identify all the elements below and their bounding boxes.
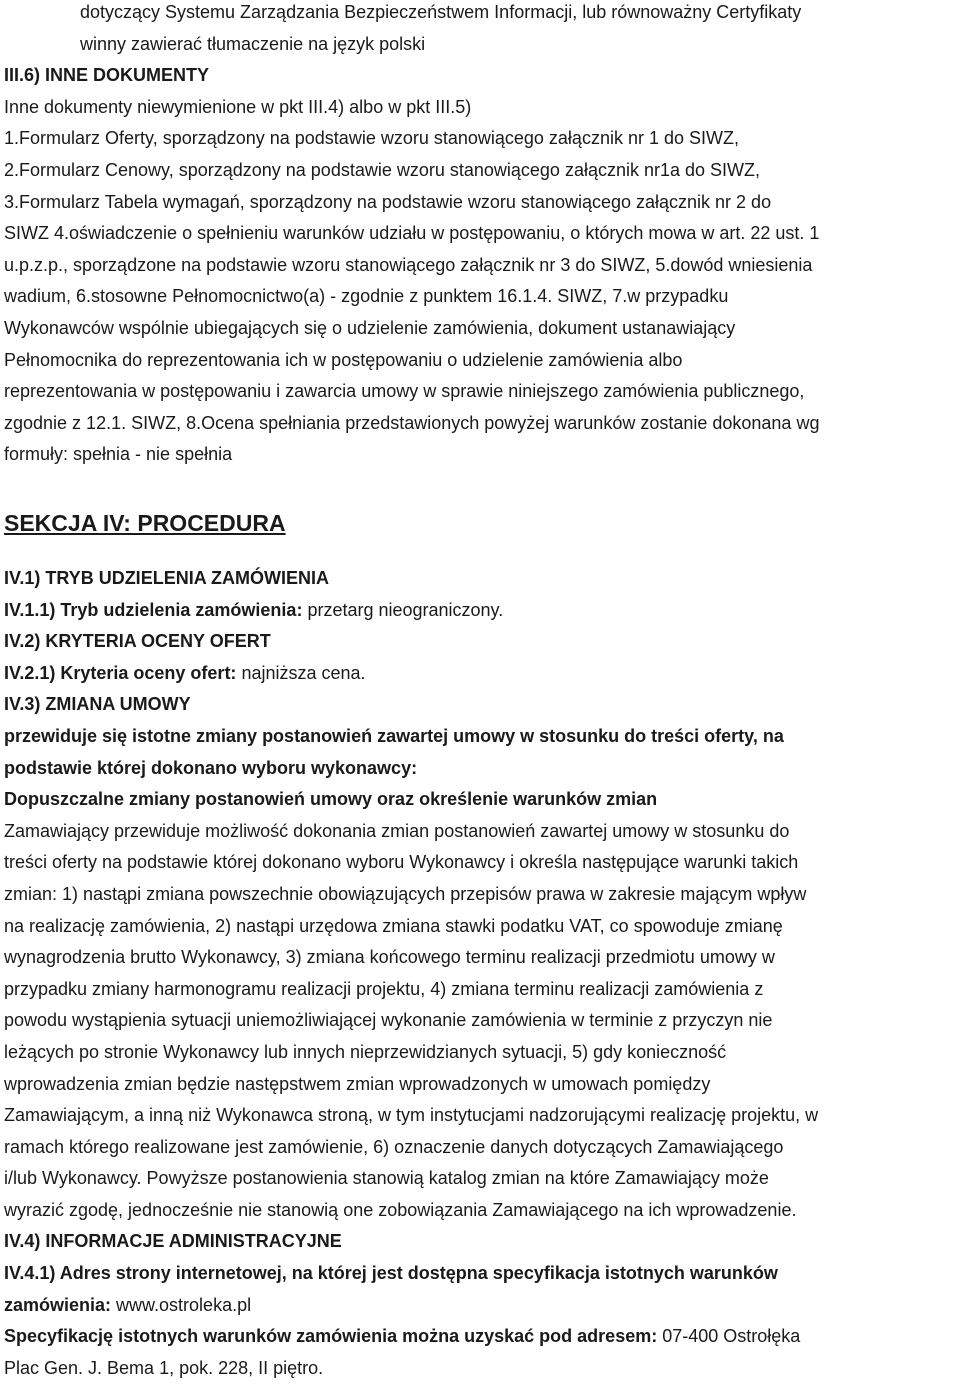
text-line: powodu wystąpienia sytuacji uniemożliwiającej wykonanie zamówienia w terminie z przyczyn nie [4, 1010, 773, 1031]
text-line: zgodnie z 12.1. SIWZ, 8.Ocena spełniania przedstawionych powyżej warunków zostanie dokonana wg [4, 412, 820, 433]
text-line: formuły: spełnia - nie spełnia [4, 444, 233, 465]
contract-change-subheading: Dopuszczalne zmiany postanowień umowy oraz określenie warunków zmian [4, 789, 658, 810]
text-line: wadium, 6.stosowne Pełnomocnictwo(a) - zgodnie z punktem 16.1.4. SIWZ, 7.w przypadku [4, 286, 729, 307]
spec-address-continuation: Plac Gen. J. Bema 1, pok. 228, II piętro. [4, 1357, 324, 1378]
text-line: na realizację zamówienia, 2) nastąpi urzędowa zmiana stawki podatku VAT, co spowoduje zmianę [4, 915, 783, 936]
text-line: 3.Formularz Tabela wymagań, sporządzony na podstawie wzoru stanowiącego załącznik nr 2 do [4, 191, 772, 212]
criteria-value: najniższa cena. [236, 662, 366, 683]
criteria-label: IV.2.1) Kryteria oceny ofert: [4, 662, 237, 683]
heading-iv2: IV.2) KRYTERIA OCENY OFERT [4, 631, 271, 652]
other-documents-block [4, 0, 958, 471]
spec-address-line [4, 1321, 958, 1353]
spec-address-label: Specyfikację istotnych warunków zamówienia można uzyskać pod adresem: [4, 1326, 658, 1347]
text-line: dotyczący Systemu Zarządzania Bezpieczeństwem Informacji, lub równoważny Certyfikaty [80, 2, 802, 22]
website-label-line: IV.4.1) Adres strony internetowej, na której jest dostępna specyfikacja istotnych warunków [4, 1263, 778, 1284]
text-line: zmian: 1) nastąpi zmiana powszechnie obowiązujących przepisów prawa w zakresie mającym wpływ [4, 883, 807, 904]
text-line: winny zawierać tłumaczenie na język polski [80, 33, 426, 54]
text-line: leżących po stronie Wykonawcy lub innych nieprzewidzianych sytuacji, 5) gdy konieczność [4, 1041, 727, 1062]
text-line: ramach którego realizowane jest zamówienie, 6) oznaczenie danych dotyczących Zamawiającego [4, 1136, 784, 1157]
text-line: u.p.z.p., sporządzone na podstawie wzoru stanowiącego załącznik nr 3 do SIWZ, 5.dowód wniesienia [4, 254, 813, 275]
website-label: zamówienia: [4, 1294, 112, 1315]
text-line: Inne dokumenty niewymienione w pkt III.4) albo w pkt III.5) [4, 96, 472, 117]
section-title: SEKCJA IV: PROCEDURA [4, 510, 286, 536]
website-value: www.ostroleka.pl [111, 1294, 252, 1315]
heading-iv1: IV.1) TRYB UDZIELENIA ZAMÓWIENIA [4, 568, 330, 588]
text-line: treści oferty na podstawie której dokonano wyboru Wykonawcy i określa następujące warunki takich [4, 852, 799, 873]
website-line [4, 1290, 958, 1322]
text-line: reprezentowania w postępowaniu i zawarcia umowy w sprawie niniejszego zamówienia publicznego, [4, 381, 805, 402]
criteria-line [4, 658, 958, 690]
text-line: 2.Formularz Cenowy, sporządzony na podstawie wzoru stanowiącego załącznik nr1a do SIWZ, [4, 159, 761, 180]
text-line: Wykonawców wspólnie ubiegających się o udzielenie zamówienia, dokument ustanawiający [4, 317, 736, 338]
text-line: Zamawiający przewiduje możliwość dokonania zmian postanowień zawartej umowy w stosunku do [4, 820, 790, 841]
heading-iii6: III.6) INNE DOKUMENTY [4, 65, 210, 86]
text-line: wynagrodzenia brutto Wykonawcy, 3) zmiana końcowego terminu realizacji przedmiotu umowy w [4, 947, 775, 968]
text-line: wprowadzenia zmian będzie następstwem zmian wprowadzonych w umowach pomiędzy [4, 1073, 711, 1094]
contract-change-question: przewiduje się istotne zmiany postanowień zawartej umowy w stosunku do treści oferty, na [4, 725, 784, 746]
text-line: przypadku zmiany harmonogramu realizacji projektu, 4) zmiana terminu realizacji zamówienia z [4, 978, 764, 999]
text-line: SIWZ 4.oświadczenie o spełnieniu warunków udziału w postępowaniu, o których mowa w art. 22 ust. 1 [4, 223, 820, 244]
text-line: i/lub Wykonawcy. Powyższe postanowienia stanowią katalog zmian na które Zamawiający może [4, 1168, 769, 1189]
text-line: wyrazić zgodę, jednocześnie nie stanowią one zobowiązania Zamawiającego na ich wprowadzenie. [4, 1199, 797, 1220]
text-line: 1.Formularz Oferty, sporządzony na podstawie wzoru stanowiącego załącznik nr 1 do SIWZ, [4, 128, 739, 149]
procedure-block [4, 563, 958, 1384]
procedure-type-label: IV.1.1) Tryb udzielenia zamówienia: [4, 599, 303, 620]
procedure-type-line [4, 595, 958, 627]
text-line: Pełnomocnika do reprezentowania ich w postępowaniu o udzielenie zamówienia albo [4, 349, 683, 370]
heading-iv4: IV.4) INFORMACJE ADMINISTRACYJNE [4, 1231, 342, 1252]
text-line: Zamawiającym, a inną niż Wykonawca stroną, w tym instytucjami nadzorującymi realizację projektu, w [4, 1105, 819, 1126]
procedure-type-value: przetarg nieograniczony. [302, 599, 504, 620]
spec-address-value: 07-400 Ostrołęka [657, 1326, 801, 1347]
contract-change-question: podstawie której dokonano wyboru wykonawcy: [4, 757, 418, 778]
heading-iv3: IV.3) ZMIANA UMOWY [4, 694, 191, 715]
